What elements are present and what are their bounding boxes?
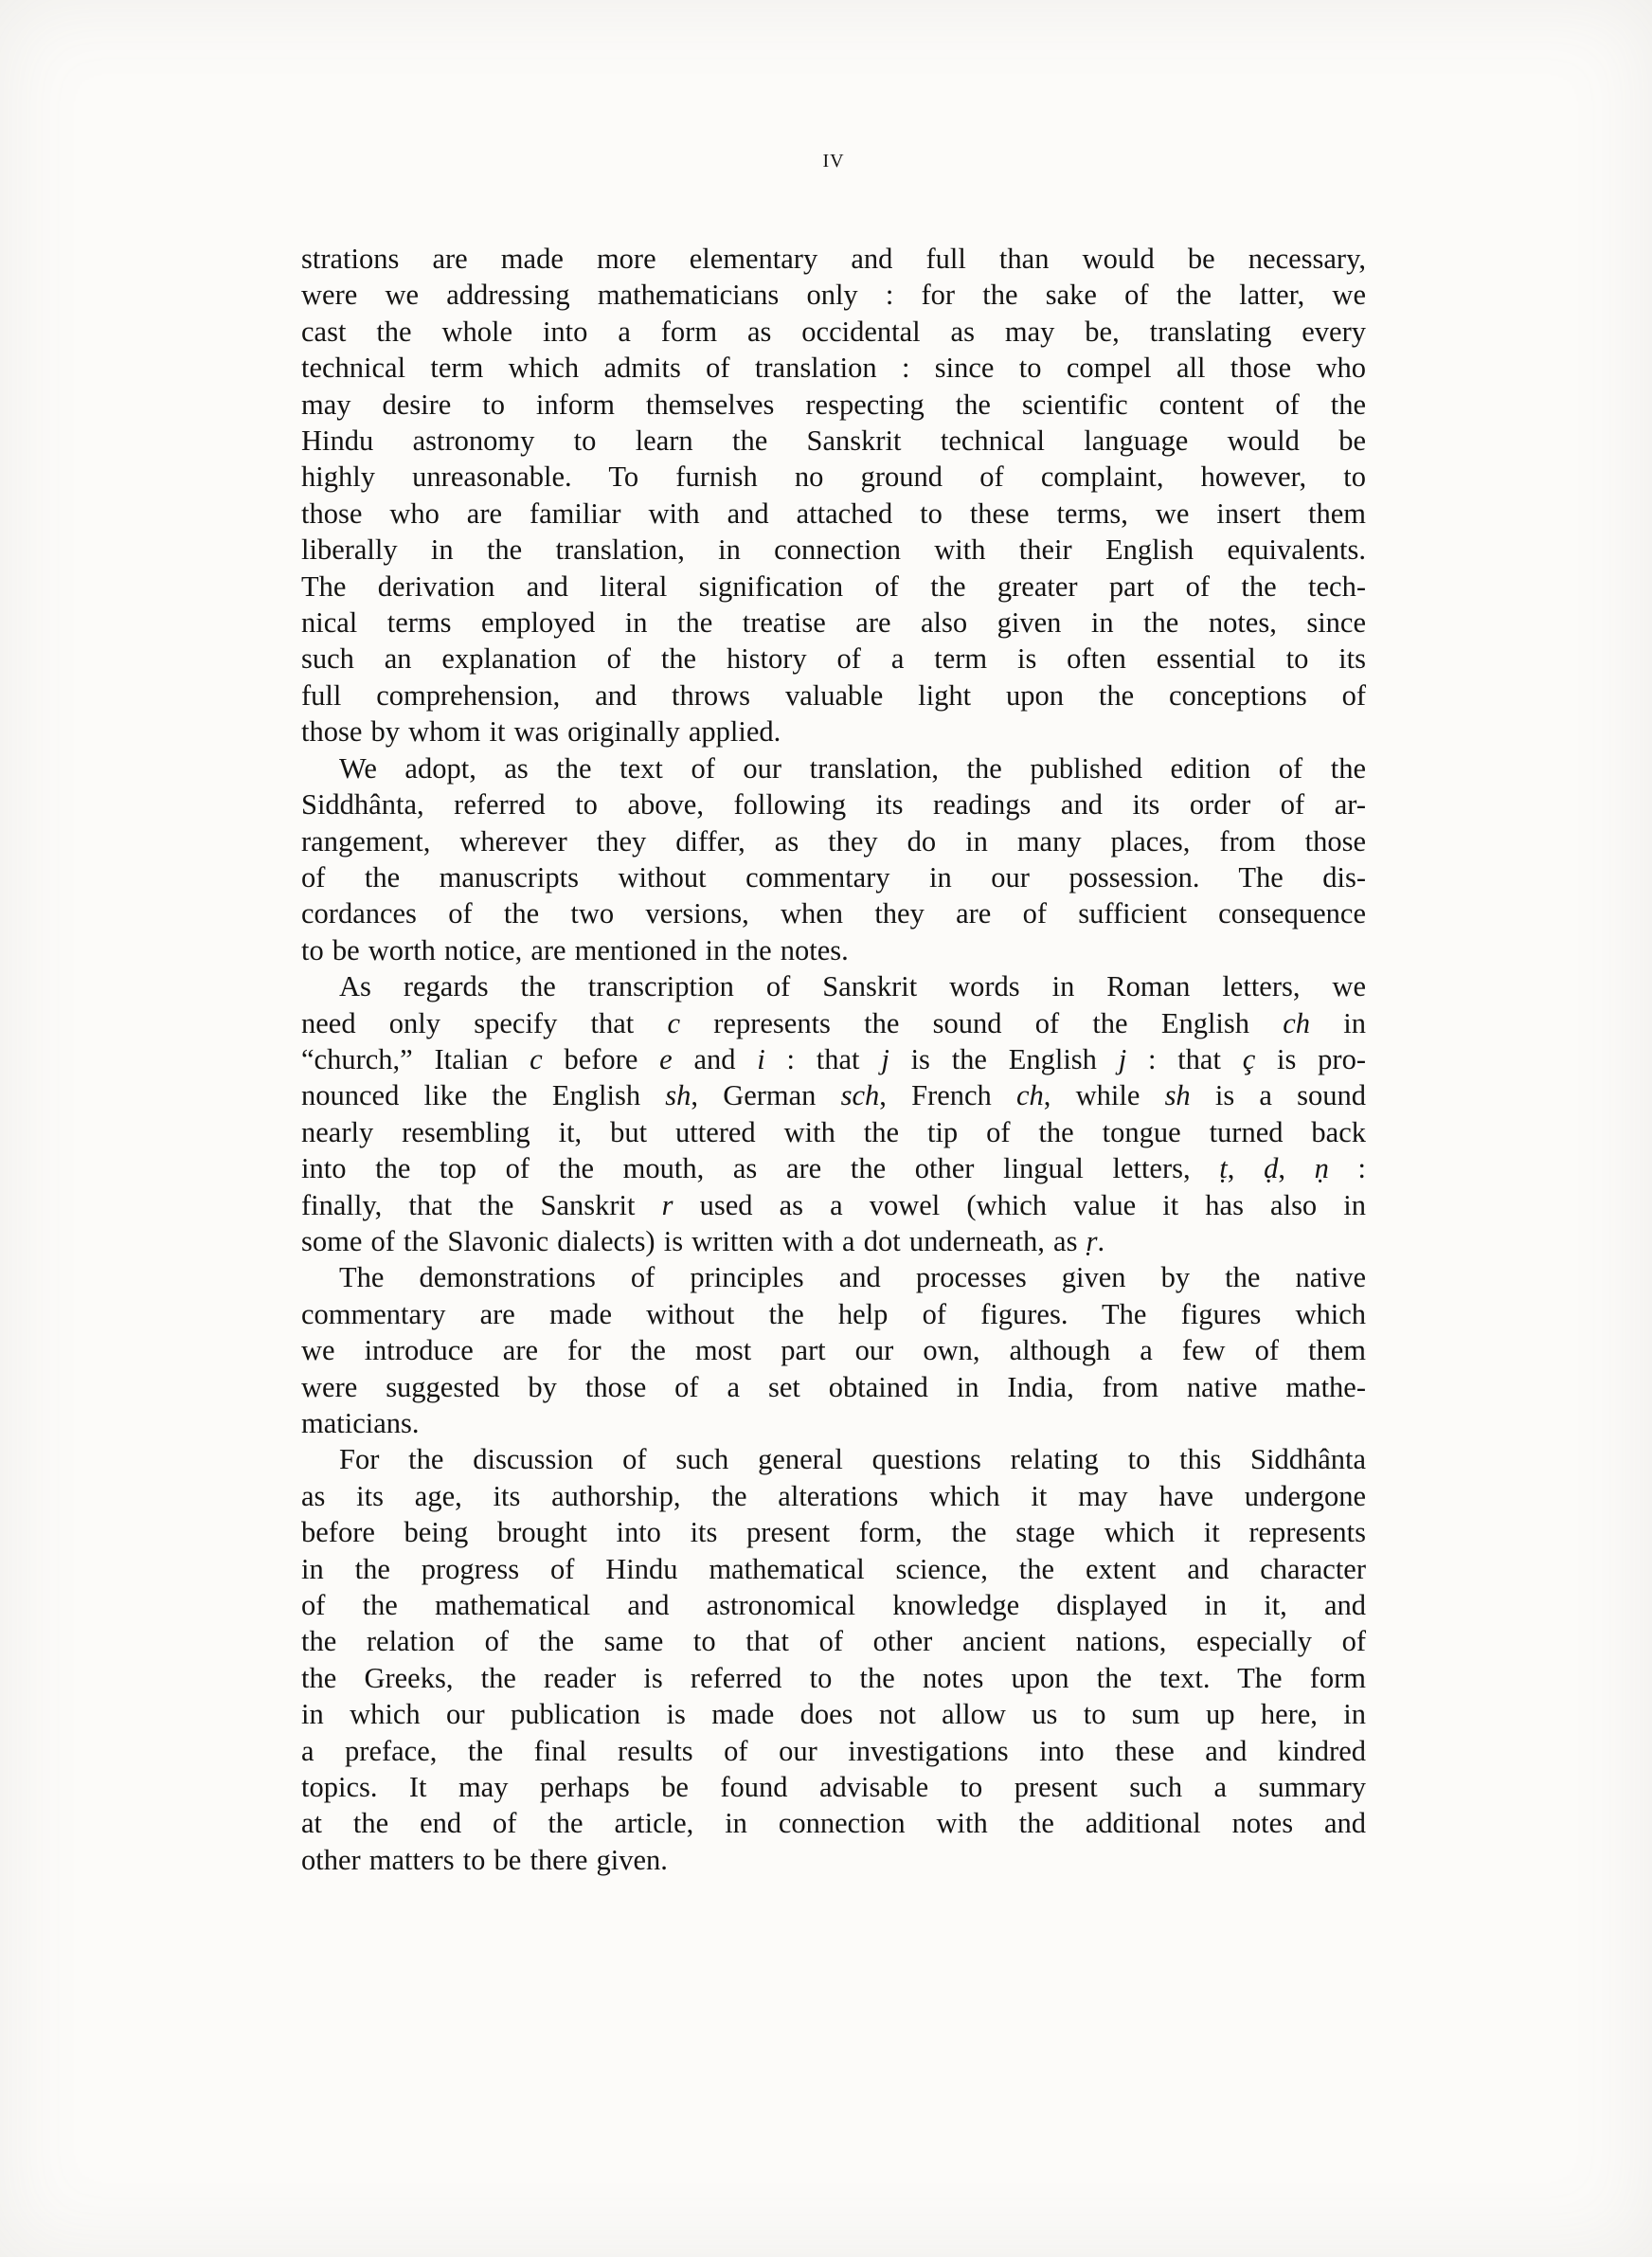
text-line: of the manuscripts without commentary in our possession. The dis- (301, 860, 1366, 894)
text-line: Siddhânta, referred to above, following its readings and its order of ar- (301, 788, 1366, 822)
text-line: may desire to inform themselves respecting the scientific content of the (301, 388, 1366, 421)
text-line: other matters to be there given. (301, 1843, 668, 1876)
text-line: cast the whole into a form as occidental as may be, translating every (301, 315, 1366, 348)
text-line: such an explanation of the history of a term is often essential to its (301, 642, 1366, 676)
text-line: finally, that the Sanskrit r used as a vowel (which value it has also in (301, 1188, 1367, 1221)
text-line: before being brought into its present form, the stage which it represents (301, 1516, 1366, 1549)
text-line: in the progress of Hindu mathematical science, the extent and character (301, 1552, 1366, 1585)
text-line: to be worth notice, are mentioned in the notes. (301, 933, 849, 966)
text-line: The demonstrations of principles and processes given by the native (339, 1261, 1366, 1294)
paragraph (301, 968, 1366, 1259)
text-line: some of the Slavonic dialects) is written with a dot underneath, as ṛ. (301, 1224, 1105, 1257)
paragraph (301, 1441, 1366, 1878)
text-line: full comprehension, and throws valuable light upon the conceptions of (301, 678, 1366, 712)
text-line: maticians. (301, 1407, 420, 1439)
text-line: commentary are made without the help of figures. The figures which (301, 1297, 1366, 1330)
text-line: liberally in the translation, in connection with their English equivalents. (301, 533, 1366, 567)
text-line: topics. It may perhaps be found advisable to present such a summary (301, 1771, 1366, 1804)
text-line: nical terms employed in the treatise are also given in the notes, since (301, 606, 1366, 640)
text-line: Hindu astronomy to learn the Sanskrit technical language would be (301, 424, 1366, 458)
text-line: a preface, the final results of our investigations into these and kindred (301, 1734, 1366, 1767)
text-line: need only specify that c represents the sound of the English ch in (301, 1006, 1366, 1039)
text-line: As regards the transcription of Sanskrit words in Roman letters, we (339, 970, 1366, 1003)
paragraph (301, 750, 1366, 968)
text-line: the Greeks, the reader is referred to the notes upon the text. The form (301, 1661, 1366, 1694)
text-line: For the discussion of such general questions relating to this Siddhânta (339, 1443, 1366, 1476)
text-line: strations are made more elementary and full than would be necessary, (301, 243, 1366, 275)
text-line: The derivation and literal signification of the greater part of the tech- (301, 569, 1366, 603)
paragraph (301, 241, 1366, 750)
text-line: technical term which admits of translation : since to compel all those who (301, 352, 1366, 385)
text-line: “church,” Italian c before e and i : that j is the English j : that ç is pro- (301, 1042, 1366, 1075)
text-line: were suggested by those of a set obtained in India, from native mathe- (301, 1370, 1366, 1403)
text-line: those by whom it was originally applied. (301, 715, 781, 749)
text-line: highly unreasonable. To furnish no ground of complaint, however, to (301, 460, 1366, 494)
text-line: of the mathematical and astronomical knowledge displayed in it, and (301, 1589, 1366, 1622)
text-line: those who are familiar with and attached to these terms, we insert them (301, 497, 1366, 530)
text-line: We adopt, as the text of our translation, the published edition of the (339, 751, 1366, 785)
text-line: were we addressing mathematicians only : for the sake of the latter, we (301, 279, 1366, 312)
text-line: at the end of the article, in connection with the additional notes and (301, 1807, 1366, 1840)
text-line: into the top of the mouth, as are the other lingual letters, ṭ, ḍ, ṇ : (301, 1152, 1367, 1185)
text-line: nounced like the English sh, German sch, French ch, while sh is a sound (301, 1079, 1366, 1112)
paragraph (301, 1259, 1366, 1441)
page-number: iv (822, 144, 845, 173)
text-block (301, 241, 1366, 1878)
text-line: as its age, its authorship, the alterations which it may have undergone (301, 1479, 1366, 1512)
text-line: we introduce are for the most part our own, although a few of them (301, 1334, 1366, 1367)
text-line: nearly resembling it, but uttered with the tip of the tongue turned back (301, 1115, 1366, 1148)
text-line: rangement, wherever they differ, as they do in many places, from those (301, 824, 1366, 858)
text-line: cordances of the two versions, when they are of sufficient consequence (301, 897, 1366, 930)
text-line: the relation of the same to that of other ancient nations, especially of (301, 1625, 1366, 1658)
text-line: in which our publication is made does not allow us to sum up here, in (301, 1698, 1366, 1731)
